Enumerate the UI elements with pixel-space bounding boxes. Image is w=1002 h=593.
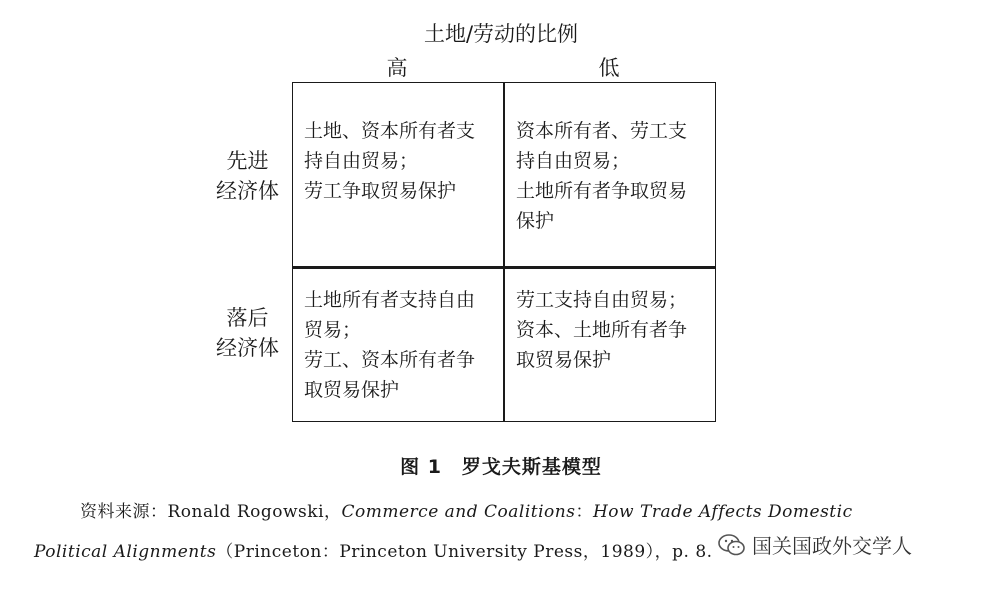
cell-line: 保护	[516, 210, 555, 232]
source-separator: ：	[575, 502, 593, 522]
source-title-3: Political Alignments	[34, 542, 217, 562]
matrix-horizontal-divider	[292, 266, 716, 269]
row-label-line: 先进	[226, 149, 269, 173]
cell-line: 取贸易保护	[304, 379, 400, 401]
cell-line: 土地所有者支持自由	[304, 289, 476, 311]
cell-backward-low	[516, 285, 716, 375]
axis-title: 土地/劳动的比例	[423, 22, 579, 46]
cell-line: 劳工、资本所有者争	[304, 349, 476, 371]
source-title-1: Commerce and Coalitions	[341, 502, 576, 522]
cell-advanced-high	[304, 116, 504, 206]
wechat-icon	[718, 533, 746, 557]
row-label-backward	[205, 303, 290, 363]
figure-caption: 图 1 罗戈夫斯基模型	[400, 456, 602, 478]
cell-line: 贸易；	[304, 319, 362, 341]
cell-line: 持自由贸易；	[304, 150, 419, 172]
cell-line: 土地所有者争取贸易	[516, 180, 688, 202]
column-label-high: 高	[386, 56, 408, 80]
source-prefix: 资料来源：Ronald Rogowski，	[80, 502, 342, 522]
cell-line: 资本、土地所有者争	[516, 319, 688, 341]
row-label-line: 落后	[226, 306, 269, 330]
cell-line: 劳工争取贸易保护	[304, 180, 457, 202]
cell-line: 持自由贸易；	[516, 150, 631, 172]
source-title-2: How Trade Affects Domestic	[592, 502, 853, 522]
source-line-1	[34, 497, 974, 522]
source-suffix: （Princeton：Princeton University Press，1989），p. 8.	[216, 542, 713, 562]
cell-line: 取贸易保护	[516, 349, 612, 371]
cell-line: 劳工支持自由贸易；	[516, 289, 688, 311]
cell-line: 资本所有者、劳工支	[516, 120, 688, 142]
watermark-text: 国关国政外交学人	[752, 534, 912, 558]
watermark	[718, 530, 912, 559]
cell-backward-high	[304, 285, 504, 405]
row-label-line: 经济体	[216, 179, 279, 203]
cell-advanced-low	[516, 116, 716, 236]
cell-line: 土地、资本所有者支	[304, 120, 476, 142]
row-label-line: 经济体	[216, 336, 279, 360]
column-label-low: 低	[598, 56, 620, 80]
row-label-advanced	[205, 146, 290, 206]
source-line-2	[34, 537, 714, 562]
